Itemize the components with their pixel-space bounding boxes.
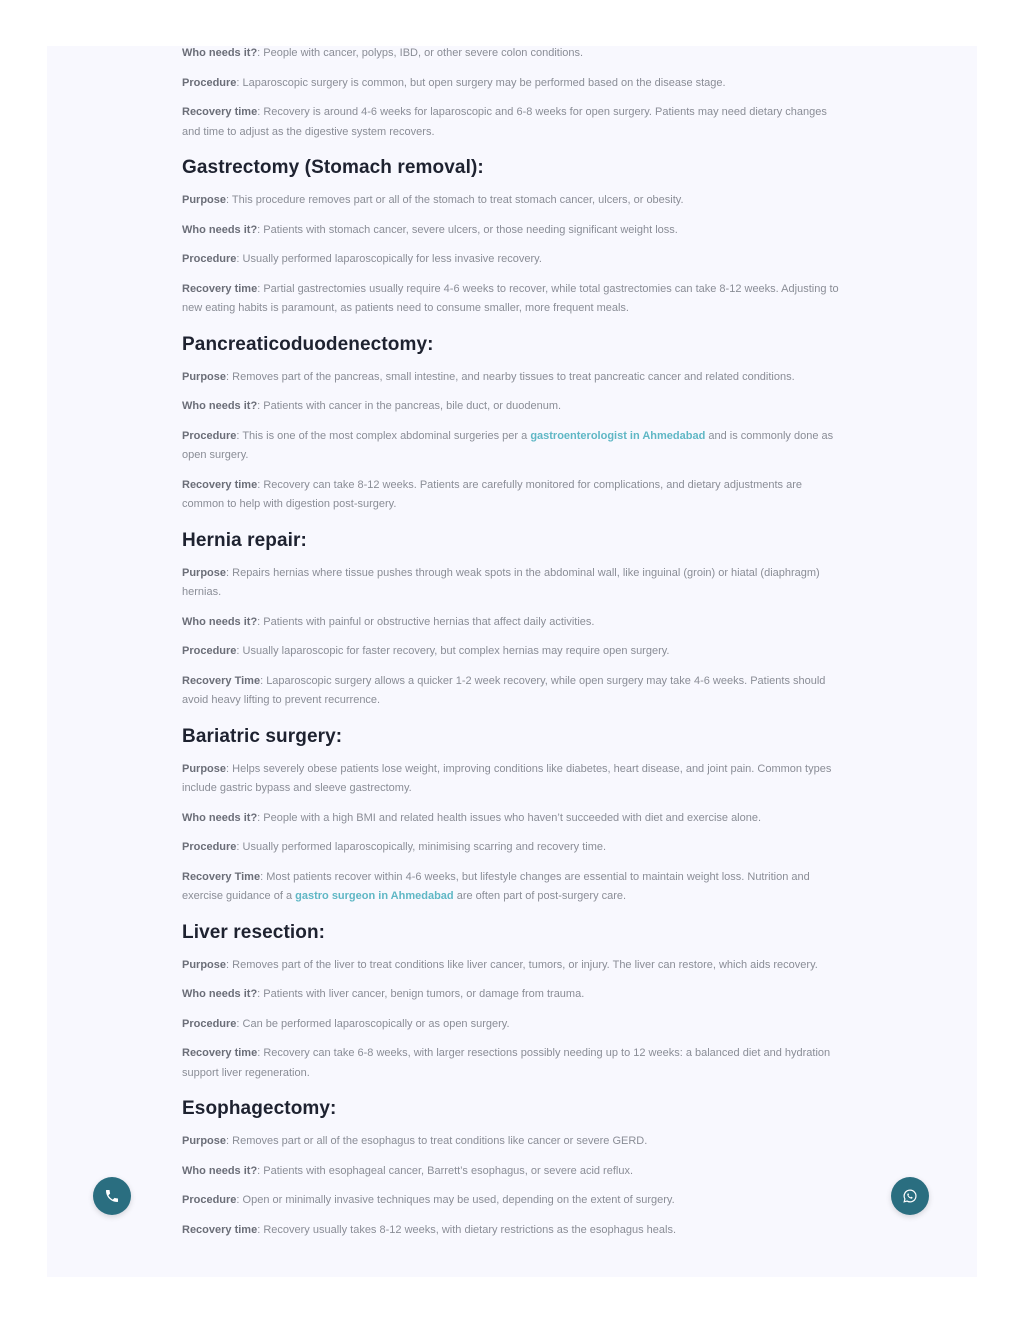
- detail-paragraph: [182, 613, 842, 633]
- detail-paragraph: [182, 1221, 842, 1241]
- detail-text-after-link: are often part of post-surgery care.: [453, 890, 627, 902]
- detail-text: : Patients with liver cancer, benign tumors, or damage from trauma.: [257, 988, 585, 1000]
- detail-label: Procedure: [182, 1017, 237, 1030]
- detail-text-after-link: and is commonly done as open surgery.: [182, 429, 834, 461]
- detail-text: : Recovery usually takes 8-12 weeks, with dietary restrictions as the esophagus heals.: [257, 1223, 677, 1236]
- detail-label: Purpose: [182, 194, 227, 206]
- detail-paragraph: [182, 672, 842, 711]
- detail-paragraph: [182, 44, 842, 64]
- detail-paragraph: [182, 760, 842, 799]
- detail-paragraph: [182, 1015, 842, 1035]
- detail-label: Procedure: [182, 76, 237, 89]
- detail-paragraph: [182, 1132, 842, 1152]
- detail-label: Purpose: [182, 566, 227, 579]
- section-heading: Liver resection:: [182, 921, 326, 943]
- detail-text: : Open or minimally invasive techniques may be used, depending on the extent of surgery.: [236, 1194, 675, 1206]
- detail-paragraph: [182, 74, 842, 94]
- detail-label: Purpose: [182, 958, 227, 971]
- detail-label: Procedure: [182, 645, 237, 657]
- detail-text: : Patients with painful or obstructive hernias that affect daily activities.: [257, 615, 595, 628]
- detail-text: : Removes part of the pancreas, small intestine, and nearby tissues to treat pancreatic cancer and related conditions.: [226, 370, 795, 383]
- detail-text: : Recovery can take 6-8 weeks, with larger resections possibly needing up to 12 weeks: a balanced diet and hydration support liver regeneration.: [182, 1047, 831, 1079]
- detail-text: : Patients with cancer in the pancreas, bile duct, or duodenum.: [257, 400, 562, 412]
- detail-paragraph: [182, 476, 842, 515]
- detail-text: : Removes part or all of the esophagus to treat conditions like cancer or severe GERD.: [226, 1135, 648, 1147]
- detail-text: : Recovery can take 8-12 weeks. Patients are carefully monitored for complications, and dietary adjustments are common to help with digestion post-surgery.: [182, 478, 802, 510]
- detail-text: : Can be performed laparoscopically or as open surgery.: [236, 1017, 510, 1030]
- detail-label: Who needs it?: [182, 988, 258, 1000]
- detail-text: : Usually laparoscopic for faster recovery, but complex hernias may require open surgery.: [236, 645, 670, 657]
- detail-text: : This procedure removes part or all of the stomach to treat stomach cancer, ulcers, or obesity.: [226, 194, 684, 206]
- detail-label: Procedure: [182, 841, 237, 853]
- detail-label: Procedure: [182, 1194, 237, 1206]
- whatsapp-icon: [902, 1188, 918, 1204]
- detail-label: Procedure: [182, 429, 237, 442]
- detail-label: Recovery time: [182, 1047, 258, 1059]
- detail-text: : This is one of the most complex abdominal surgeries per a: [236, 429, 531, 442]
- inline-link[interactable]: gastroenterologist in Ahmedabad: [530, 429, 706, 442]
- detail-text: : Patients with esophageal cancer, Barrett’s esophagus, or severe acid reflux.: [257, 1164, 634, 1177]
- detail-paragraph: [182, 280, 842, 319]
- detail-label: Recovery time: [182, 1223, 258, 1236]
- detail-text: : Removes part of the liver to treat conditions like liver cancer, tumors, or injury. The liver can restore, which aids recovery.: [226, 958, 818, 971]
- detail-label: Who needs it?: [182, 1164, 258, 1177]
- detail-paragraph: [182, 1162, 842, 1182]
- detail-text: : Laparoscopic surgery is common, but open surgery may be performed based on the disease stage.: [236, 76, 726, 89]
- detail-label: Who needs it?: [182, 223, 258, 236]
- section-heading: Esophagectomy:: [182, 1098, 337, 1119]
- whatsapp-button[interactable]: [891, 1177, 929, 1215]
- detail-label: Recovery time: [182, 478, 258, 491]
- detail-text: : Partial gastrectomies usually require 4-6 weeks to recover, while total gastrectomies can take 8-12 weeks. Adjusting to new eating habits is paramount, as patients need to consume smaller, more frequent meals.: [182, 282, 839, 314]
- detail-text: : Most patients recover within 4-6 weeks, but lifestyle changes are essential to maintain weight loss. Nutrition and exercise guidance of a: [182, 870, 810, 902]
- detail-paragraph: [182, 868, 842, 907]
- detail-paragraph: [182, 838, 842, 858]
- section-heading: Hernia repair:: [182, 529, 307, 551]
- detail-paragraph: [182, 642, 842, 662]
- section-heading: Pancreaticoduodenectomy:: [182, 333, 434, 355]
- detail-text: : People with cancer, polyps, IBD, or other severe colon conditions.: [257, 47, 584, 59]
- section-heading: Gastrectomy (Stomach removal):: [182, 157, 484, 178]
- article-content: [182, 44, 842, 1250]
- detail-label: Purpose: [182, 1135, 227, 1147]
- detail-text: : Repairs hernias where tissue pushes through weak spots in the abdominal wall, like inguinal (groin) or hiatal (diaphragm) hernias.: [182, 566, 820, 598]
- detail-paragraph: [182, 985, 842, 1005]
- detail-paragraph: [182, 397, 842, 417]
- inline-link[interactable]: gastro surgeon in Ahmedabad: [295, 890, 454, 902]
- detail-paragraph: [182, 564, 842, 603]
- detail-label: Recovery Time: [182, 870, 261, 883]
- detail-text: : People with a high BMI and related health issues who haven’t succeeded with diet and exercise alone.: [257, 811, 762, 824]
- detail-text: : Usually performed laparoscopically, minimising scarring and recovery time.: [236, 841, 607, 853]
- detail-paragraph: [182, 368, 842, 388]
- detail-text: : Laparoscopic surgery allows a quicker 1-2 week recovery, while open surgery may take 4-6 weeks. Patients should avoid heavy lifting to prevent recurrence.: [182, 674, 826, 706]
- detail-label: Procedure: [182, 253, 237, 265]
- detail-paragraph: [182, 191, 842, 211]
- detail-paragraph: [182, 103, 842, 142]
- detail-label: Recovery time: [182, 106, 258, 118]
- detail-label: Recovery time: [182, 282, 258, 295]
- detail-paragraph: [182, 427, 842, 466]
- detail-text: : Helps severely obese patients lose weight, improving conditions like diabetes, heart disease, and joint pain. Common types include gastric bypass and sleeve gastrectomy.: [182, 762, 832, 794]
- detail-paragraph: [182, 221, 842, 241]
- detail-text: : Patients with stomach cancer, severe ulcers, or those needing significant weight loss.: [257, 223, 678, 236]
- detail-paragraph: [182, 250, 842, 270]
- detail-label: Who needs it?: [182, 615, 258, 628]
- detail-text: : Recovery is around 4-6 weeks for laparoscopic and 6-8 weeks for open surgery. Patients may need dietary changes and time to adjust as the digestive system recovers.: [182, 106, 827, 138]
- detail-label: Recovery Time: [182, 674, 261, 687]
- call-button[interactable]: [93, 1177, 131, 1215]
- detail-paragraph: [182, 956, 842, 976]
- detail-label: Who needs it?: [182, 811, 258, 824]
- detail-paragraph: [182, 809, 842, 829]
- detail-label: Purpose: [182, 370, 227, 383]
- detail-label: Who needs it?: [182, 47, 258, 59]
- detail-label: Purpose: [182, 762, 227, 775]
- detail-paragraph: [182, 1191, 842, 1211]
- detail-label: Who needs it?: [182, 400, 258, 412]
- detail-text: : Usually performed laparoscopically for less invasive recovery.: [236, 253, 542, 265]
- section-heading: Bariatric surgery:: [182, 725, 343, 747]
- phone-icon: [104, 1188, 120, 1204]
- detail-paragraph: [182, 1044, 842, 1083]
